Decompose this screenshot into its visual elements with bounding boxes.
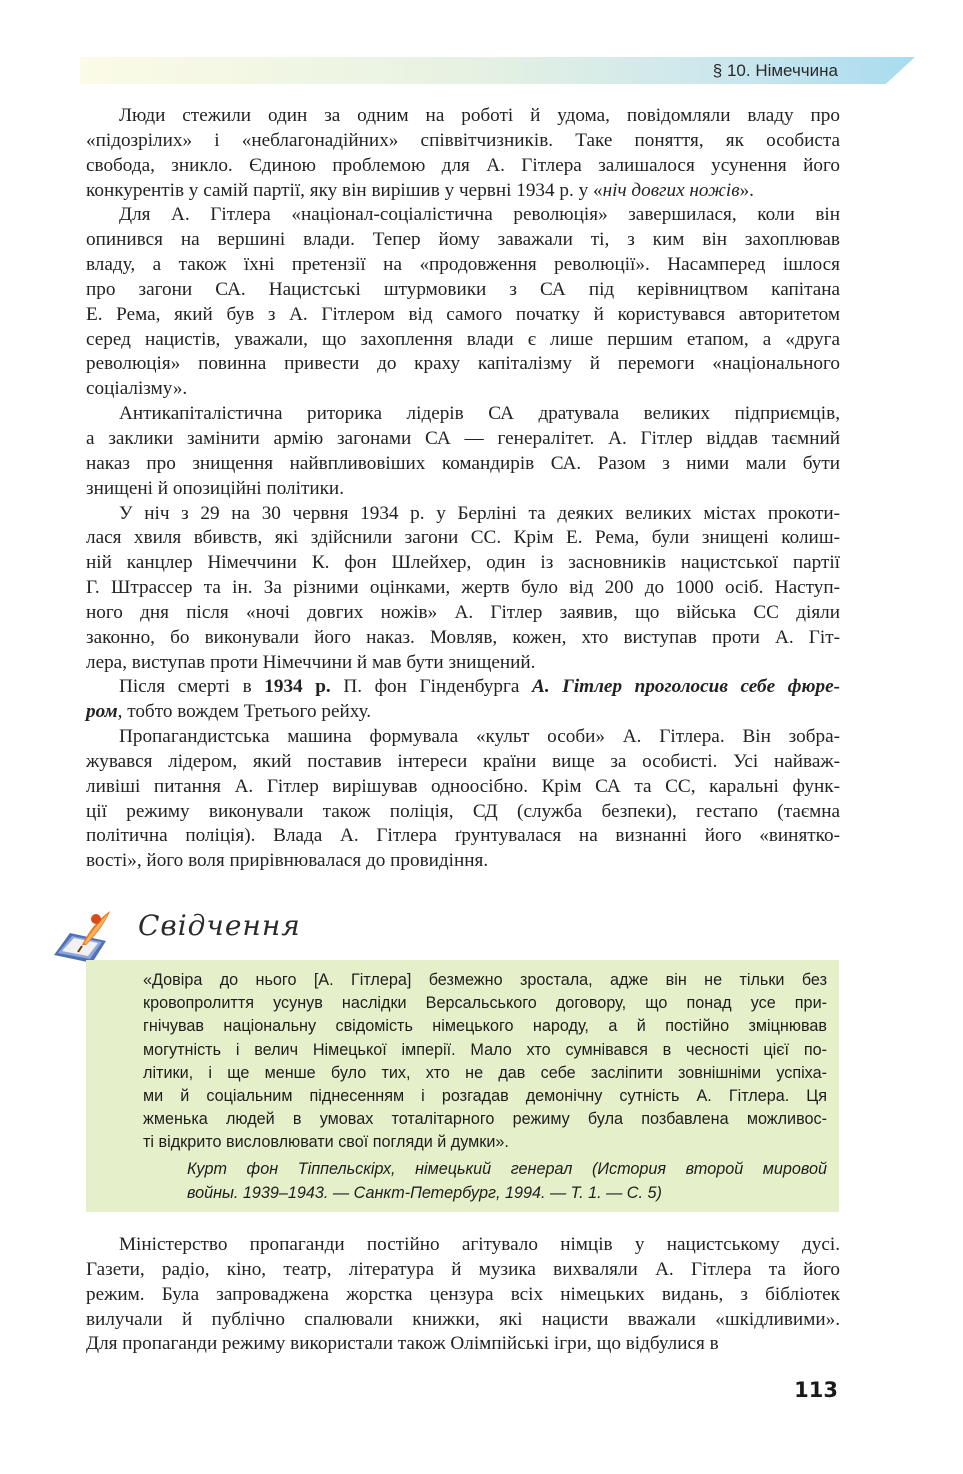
text-line: вості», його воля прирівнювалася до провидіння. [86,850,489,872]
text-line: законно, бо виконували його наказ. Мовляв, кожен, хто виступав проти А. Гіт- [86,626,840,648]
text-line: про загони СА. Нацистські штурмовики з СА під керівництвом капітана [86,278,840,300]
paragraph [86,203,840,402]
text-line: ного дня після «ночі довгих ножів» А. Гітлер заявив, що війська СС діяли [86,601,840,623]
page-number: 113 [794,1378,838,1402]
text-line: ції режиму виконували також поліція, СД (служба безпеки), гестапо (таємна [86,800,840,822]
text-line: У ніч з 29 на 30 червня 1934 р. у Берліні та деяких великих містах прокоти- [119,502,840,524]
text-line: революція» повинна привести до краху капіталізму й перемоги «національного [86,353,840,375]
text-line: ми й соціальним піднесенням і розгадав демонічну сутність А. Гітлера. Ця [143,1087,827,1106]
evidence-heading: Свідчення [138,909,301,942]
text-line: войны. 1939–1943. — Санкт-Петербург, 1994. — Т. 1. — С. 5) [187,1183,662,1202]
text-line: літики, і ще менше було тих, хто не дав себе засліпити зовнішніми успіха- [143,1063,827,1082]
text-line: Міністерство пропаганди постійно агітувало німців у нацистському дусі. [119,1234,840,1255]
book-quill-icon [48,905,118,963]
text-line: Курт фон Тіппельскірх, німецький генерал (История второй мировой [187,1160,827,1178]
text-line: серед нацистів, уважали, що захоплення влади є лише першим етапом, а «друга [86,328,840,350]
quote-source [187,1158,827,1205]
text-line: Газети, радіо, кіно, театр, література й музика вихваляли А. Гітлера та його [86,1258,840,1280]
text-line: Г. Штрассер та ін. За різними оцінками, жертв було від 200 до 1000 осіб. Наступ- [86,577,840,599]
paragraph [86,675,840,725]
paragraph [86,104,840,203]
text-line: «підозрілих» і «неблагонадійних» співвітчизників. Таке поняття, як особиста [86,129,840,151]
text-line: жувався лідером, який поставив інтереси країни вище за особисті. Усі найваж- [86,750,840,772]
text-line: кровопролиття усунув наслідки Версальського договору, що понад усе при- [143,994,827,1013]
text-line: політична поліція). Влада А. Гітлера ґрунтувалася на визнанні його «винятко- [86,825,840,847]
text-line: Після смерті в 1934 р. П. фон Гінденбурга А. Гітлер проголосив себе фюре- [119,676,841,698]
text-line: ром, тобто вождем Третього рейху. [86,701,372,723]
quote-text [143,969,827,1155]
body-text-top [86,104,840,874]
text-line: знищені й опозиційні політики. [86,477,344,499]
text-line: Е. Рема, який був з А. Гітлером від самого початку й користувався авторитетом [86,303,840,325]
text-line: ливіші питання А. Гітлер вирішував одноосібно. Крім СА та СС, каральні функ- [86,775,840,797]
text-line: Для пропаганди режиму використали також Олімпійські ігри, що відбулися в [86,1333,719,1355]
text-line: вилучали й публічно спалювали книжки, які нацисти вважали «шкідливими». [86,1308,840,1330]
text-line: Люди стежили один за одним на роботі й удома, повідомляли владу про [119,105,840,126]
section-title: § 10. Німеччина [712,61,838,80]
text-line: Пропагандистська машина формувала «культ особи» А. Гітлера. Він зобра- [119,726,840,748]
text-line: гнічував національну свідомість німецького народу, а й постійно зміцнював [143,1017,827,1036]
text-line: конкурентів у самій партії, яку він вирішив у червні 1934 р. у «ніч довгих ножів». [86,179,754,201]
text-line: ті відкрито висловлювати свої погляди й думки». [143,1133,509,1152]
paragraph [86,1233,840,1357]
text-line: а заклики замінити армію загонами СА — генералітет. А. Гітлер віддав таємний [86,427,840,449]
text-line: наказ про знищення найвпливовіших командирів СА. Разом з ними мали бути [86,452,840,474]
text-line: владу, а також їхні претензії на «продовження революції». Насамперед ішлося [86,254,840,276]
text-line: соціалізму». [86,378,188,400]
text-line: могутність і велич Німецької імперії. Мало хто сумнівався в чесності цієї по- [143,1040,827,1059]
text-line: опинився на вершині влади. Тепер йому заважали ті, з ким він захоплював [86,229,840,251]
text-line: «Довіра до нього [А. Гітлера] безмежно зростала, адже він не тільки без [143,971,827,989]
paragraph [86,725,840,874]
text-line: свобода, зникло. Єдиною проблемою для А. Гітлера залишалося усунення його [86,154,840,176]
text-line: режим. Була запроваджена жорстка цензура всіх німецьких видань, з бібліотек [86,1283,840,1305]
paragraph [86,502,840,676]
text-line: Для А. Гітлера «націонал-соціалістична революція» завершилася, коли він [119,204,840,226]
text-line: лася хвиля вбивств, які здійснили загони СС. Крім Е. Рема, були знищені колиш- [86,527,840,549]
body-text-bottom [86,1233,840,1357]
paragraph [86,402,840,501]
text-line: жменька людей в умовах тоталітарного режиму була позбавлена можливос- [143,1110,827,1129]
text-line: Антикапіталістична риторика лідерів СА дратувала великих підприємців, [119,403,840,425]
text-line: лера, виступав проти Німеччини й мав бути знищений. [86,651,536,673]
text-line: ній канцлер Німеччини К. фон Шлейхер, один із засновників нацистської партії [86,552,840,574]
